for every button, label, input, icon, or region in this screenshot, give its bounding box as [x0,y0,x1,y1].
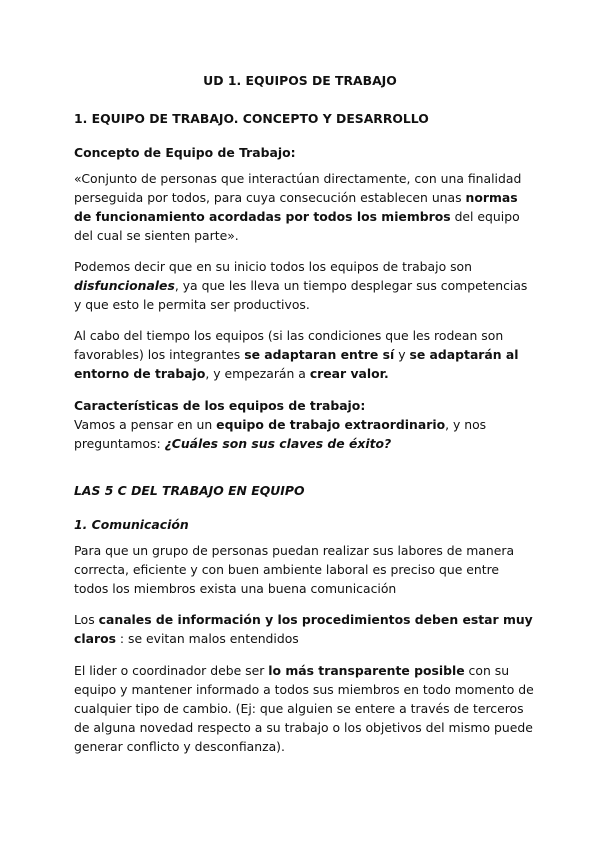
communication-paragraph: Para que un grupo de personas puedan realizar sus labores de manera correcta, eficiente y con buen ambiente laboral es preciso que entre todos los miembros exista una buena comunicación [74,543,515,596]
document-title: UD 1. EQUIPOS DE TRABAJO [203,73,397,88]
paragraph-adaptation: Al cabo del tiempo los equipos (si las condiciones que les rodean son favorables) los integrantes se adaptaran entre sí y se adaptarán al entorno de trabajo, y empezarán a crear valor. [74,328,519,381]
paragraph-disfuncionales: Podemos decir que en su inicio todos los equipos de trabajo son disfuncionales, ya que les lleva un tiempo desplegar sus competencias y que esto le permita ser productivos. [74,259,528,312]
concept-heading: Concepto de Equipo de Trabajo: [74,145,296,160]
five-c-heading: LAS 5 C DEL TRABAJO EN EQUIPO [74,483,305,498]
section-heading: 1. EQUIPO DE TRABAJO. CONCEPTO Y DESARROLLO [74,111,429,126]
leader-paragraph: El lider o coordinador debe ser lo más transparente posible con su equipo y mantener informado a todos sus miembros en todo momento de cualquier tipo de cambio. (Ej: que alguien se entere a través de terceros de alguna novedad respecto a su trabajo o los objetivos del mismo puede generar conflicto y desconfianza). [74,663,534,754]
paragraph-characteristics: Características de los equipos de trabajo: Vamos a pensar en un equipo de trabajo extraordinario, y nos preguntamos: ¿Cuáles son sus claves de éxito? [74,398,487,451]
concept-definition: «Conjunto de personas que interactúan directamente, con una finalidad perseguida por todos, para cuya consecución establecen unas normas de funcionamiento acordadas por todos los miembros del equipo del cual se sienten parte». [74,171,522,243]
communication-heading: 1. Comunicación [74,517,189,532]
channels-paragraph: Los canales de información y los procedimientos deben estar muy claros : se evitan malos entendidos [74,612,533,646]
